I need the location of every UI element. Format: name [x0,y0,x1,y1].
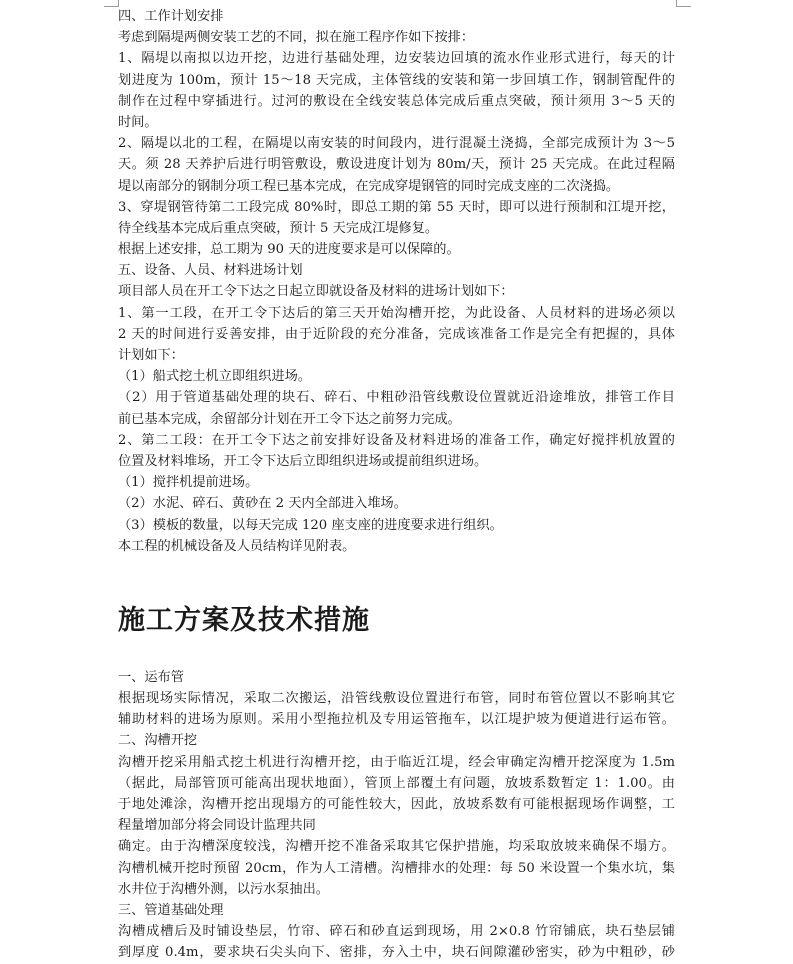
paragraph-line: 堤以南部分的钢制分项工程已基本完成，在完成穿堤钢管的同时完成支座的二次浇捣。 [118,178,620,194]
document-body [118,6,675,964]
paragraph-line: 根据上述安排，总工期为 90 天的进度要求是可以保障的。 [118,242,460,258]
list-item: （2）水泥、碎石、黄砂在 2 天内全部进入堆场。 [118,496,407,512]
paragraph-line: 2、隔堤以北的工程，在隔堤以南安装的时间段内，进行混凝土浇捣，全部完成预计为 3～5 [118,136,675,152]
page-corner-mark-right [676,0,691,7]
paragraph-line: 于地处滩涂，沟槽开挖出现塌方的可能性较大，因此，放坡系数有可能根据现场作调整，工 [118,797,675,812]
section-heading-work-plan: 四、工作计划安排 [118,9,224,24]
subsection-heading-trench-excavation: 二、沟槽开挖 [118,733,198,749]
list-item: （1）搅拌机提前进场。 [118,475,259,491]
paragraph-line: 前已基本完成，余留部分计划在开工令下达之前努力完成。 [118,411,461,427]
list-item: （2）用于管道基础处理的块石、碎石、中粗砂沿管线敷设位置就近沿途堆放，排管工作目 [118,390,675,406]
subsection-heading-pipe-laying: 一、运布管 [118,669,184,685]
paragraph-line: 划进度为 100m，预计 15～18 天完成，主体管线的安装和第一步回填工作，钢制管配件的 [118,72,675,88]
paragraph-line: 计划如下： [118,348,184,363]
paragraph-line: 3、穿堤钢管待第二工段完成 80%时，即总工期的第 55 天时，即可以进行预制和江堤开挖， [118,199,675,215]
main-title: 施工方案及技术措施 [118,604,370,636]
paragraph-line: 1、第一工段，在开工令下达后的第三天开始沟槽开挖，为此设备、人员材料的进场必须以 [118,305,675,321]
paragraph-line: 待全线基本完成后重点突破，预计 5 天完成江堤修复。 [118,220,439,236]
paragraph-line: 辅助材料的进场为原则。采用小型拖拉机及专用运管拖车，以江堤护坡为便道进行运布管。 [118,712,675,728]
paragraph-line: 沟槽开挖采用船式挖土机进行沟槽开挖，由于临近江堤，经会审确定沟槽开挖深度为 1.5m [118,754,675,770]
paragraph-line: 1、隔堤以南拟以边开挖，边进行基础处理，边安装边回填的流水作业形式进行，每天的计 [118,51,675,67]
paragraph-line: 天。须 28 天养护后进行明管敷设，敷设进度计划为 80m/天，预计 25 天完成。在此过程隔 [118,157,675,173]
paragraph-line: 程量增加部分将会同设计监理共同 [118,818,316,834]
list-item: （1）船式挖土机立即组织进场。 [118,369,312,385]
list-item: （3）模板的数量，以每天完成 120 座支座的进度要求进行组织。 [118,517,503,533]
paragraph-line: 确定。由于沟槽深度较浅，沟槽开挖不准备采取其它保护措施，均采取放坡来确保不塌方。 [118,839,675,855]
paragraph-line: 沟槽机械开挖时预留 20cm，作为人工清槽。沟槽排水的处理：每 50 米设置一个集水坑，集 [118,860,675,876]
paragraph-line: 时间。 [118,114,158,130]
paragraph-line: （据此，局部管顶可能高出现状地面），管顶上部覆土有问题，放坡系数暂定 1：1.00。由 [118,775,675,791]
paragraph-line: 沟槽成槽后及时铺设垫层，竹帘、碎石和砂直运到现场，用 2×0.8 竹帘铺底，块石垫层铺 [118,924,675,940]
page-corner-mark-left [104,0,119,7]
paragraph-line: 本工程的机械设备及人员结构详见附表。 [118,538,356,554]
paragraph-line: 制作在过程中穿插进行。过河的敷设在全线安装总体完成后重点突破，预计须用 3～5 天的 [118,93,675,109]
section-heading-resources: 五、设备、人员、材料进场计划 [118,263,303,279]
paragraph-line: 考虑到隔堤两侧安装工艺的不同，拟在施工程序作如下按排： [118,30,475,46]
paragraph-line: 2、第二工段：在开工令下达之前安排好设备及材料进场的准备工作，确定好搅拌机放置的 [118,432,675,448]
paragraph-line: 水井位于沟槽外测，以污水泵抽出。 [118,881,329,897]
paragraph-line: 项目部人员在开工令下达之日起立即就设备及材料的进场计划如下： [118,284,514,300]
paragraph-line: 位置及材料堆场，开工令下达后立即组织进场或提前组织进场。 [118,453,488,469]
paragraph-line: 2 天的时间进行妥善安排，由于近阶段的充分准备，完成该准备工作是完全有把握的，具体 [118,326,675,342]
paragraph-line: 到厚度 0.4m，要求块石尖头向下、密排，夯入土中，块石间隙灌砂密实，砂为中粗砂，砂 [118,945,675,961]
subsection-heading-pipe-foundation: 三、管道基础处理 [118,902,224,918]
paragraph-line: 根据现场实际情况，采取二次搬运，沿管线敷设位置进行布管，同时布管位置以不影响其它 [118,691,675,707]
